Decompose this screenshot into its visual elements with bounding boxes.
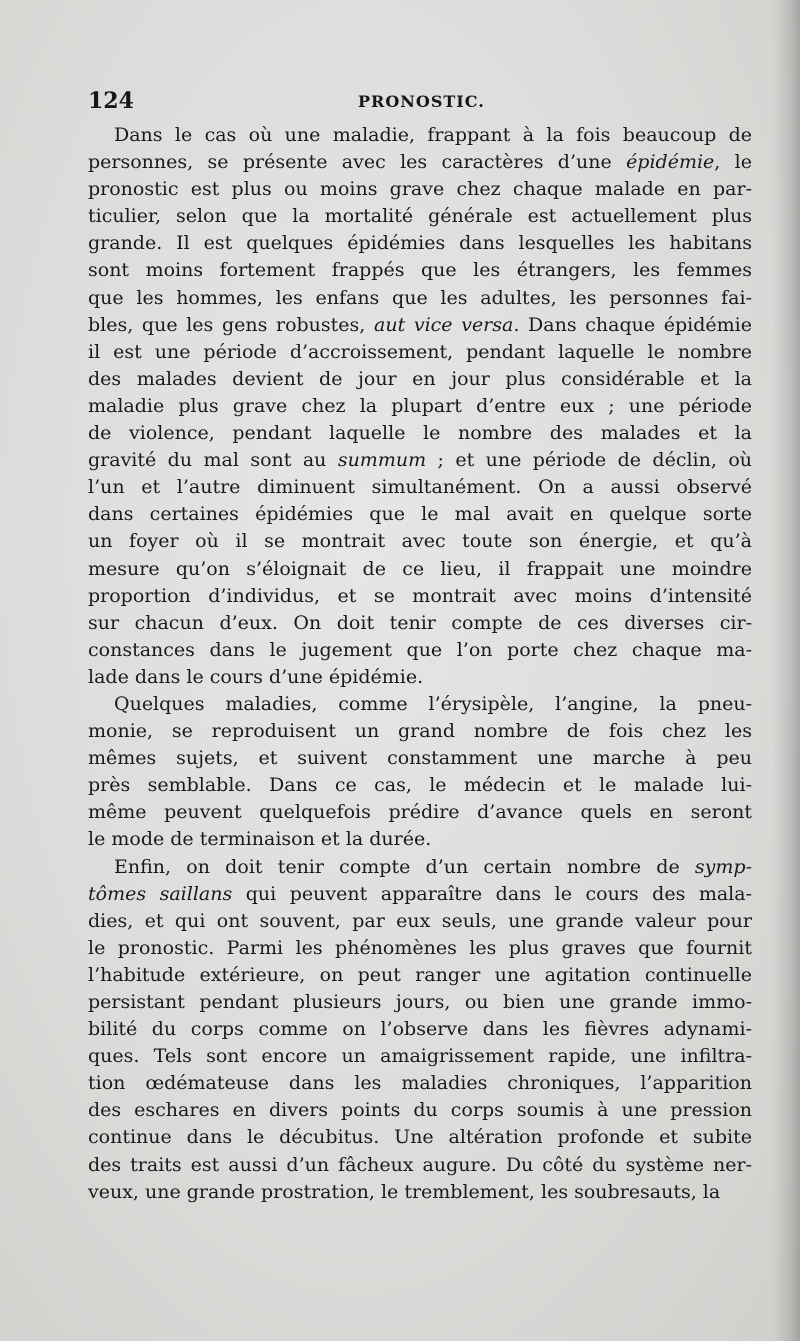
text-line: grande. Il est quelques épidémies dans lesquelles les habitans xyxy=(88,232,752,255)
text-line: de violence, pendant laquelle le nombre des malades et la xyxy=(88,422,752,445)
body-text xyxy=(88,122,752,1206)
paragraph xyxy=(88,854,752,1206)
text-line: l’habitude extérieure, on peut ranger une agitation continuelle xyxy=(88,963,752,986)
text-line: monie, se reproduisent un grand nombre de fois chez les xyxy=(88,720,752,743)
text-line: le pronostic. Parmi les phénomènes les plus graves que fournit xyxy=(88,936,752,959)
page-number: 124 xyxy=(88,88,134,114)
text-line: persistant pendant plusieurs jours, ou bien une grande immo- xyxy=(88,991,752,1013)
text-line: dies, et qui ont souvent, par eux seuls, une grande valeur pour xyxy=(88,909,752,932)
text-line: que les hommes, les enfans que les adultes, les personnes fai- xyxy=(88,286,752,309)
text-line: tômes saillans qui peuvent apparaître dans le cours des mala- xyxy=(88,882,752,905)
text-line: mêmes sujets, et suivent constamment une marche à peu xyxy=(88,747,752,770)
text-line: Dans le cas où une maladie, frappant à la fois beaucoup de xyxy=(114,124,752,146)
text-line: bles, que les gens robustes, aut vice versa. Dans chaque épidémie xyxy=(88,313,752,336)
text-line: bilité du corps comme on l’observe dans les fièvres adynami- xyxy=(88,1018,752,1041)
text-line: il est une période d’accroissement, pendant laquelle le nombre xyxy=(88,340,752,363)
text-line: ques. Tels sont encore un amaigrissement rapide, une infiltra- xyxy=(88,1045,752,1068)
text-line: pronostic est plus ou moins grave chez chaque malade en par- xyxy=(88,178,752,201)
paragraph xyxy=(88,122,752,691)
text-line: un foyer où il se montrait avec toute son énergie, et qu’à xyxy=(88,530,752,553)
text-line: l’un et l’autre diminuent simultanément. On a aussi observé xyxy=(88,476,752,499)
text-line: gravité du mal sont au summum ; et une période de déclin, où xyxy=(88,449,752,472)
text-line: même peuvent quelquefois prédire d’avance quels en seront xyxy=(88,801,752,824)
running-head: PRONOSTIC. xyxy=(358,92,485,111)
paragraph xyxy=(88,691,752,854)
text-line: constances dans le jugement que l’on porte chez chaque ma- xyxy=(88,638,752,661)
text-line: veux, une grande prostration, le tremblement, les soubresauts, la xyxy=(88,1180,721,1203)
text-line: près semblable. Dans ce cas, le médecin et le malade lui- xyxy=(88,774,752,797)
text-line: le mode de terminaison et la durée. xyxy=(88,828,432,851)
text-line: dans certaines épidémies que le mal avait en quelque sorte xyxy=(88,503,752,526)
page-header xyxy=(88,88,752,118)
text-line: lade dans le cours d’une épidémie. xyxy=(88,665,424,688)
text-line: maladie plus grave chez la plupart d’entre eux ; une période xyxy=(88,394,752,417)
text-line: des malades devient de jour en jour plus considérable et la xyxy=(88,367,752,390)
text-line: continue dans le décubitus. Une altération profonde et subite xyxy=(88,1126,752,1149)
page-gutter-shadow xyxy=(772,0,800,1341)
text-line: ticulier, selon que la mortalité générale est actuellement plus xyxy=(88,205,752,228)
text-line: des traits est aussi d’un fâcheux augure. Du côté du système ner- xyxy=(88,1153,752,1176)
text-line: sur chacun d’eux. On doit tenir compte de ces diverses cir- xyxy=(88,611,752,634)
text-line: Quelques maladies, comme l’érysipèle, l’angine, la pneu- xyxy=(114,692,752,715)
text-line: tion œdémateuse dans les maladies chroniques, l’apparition xyxy=(88,1072,752,1095)
text-line: sont moins fortement frappés que les étrangers, les femmes xyxy=(88,259,752,282)
text-line: proportion d’individus, et se montrait avec moins d’intensité xyxy=(88,584,752,607)
text-line: mesure qu’on s’éloignait de ce lieu, il frappait une moindre xyxy=(88,557,752,580)
text-line: des eschares en divers points du corps soumis à une pression xyxy=(88,1099,752,1122)
text-line: personnes, se présente avec les caractères d’une épidémie, le xyxy=(88,151,752,174)
text-line: Enfin, on doit tenir compte d’un certain nombre de symp- xyxy=(114,855,752,878)
